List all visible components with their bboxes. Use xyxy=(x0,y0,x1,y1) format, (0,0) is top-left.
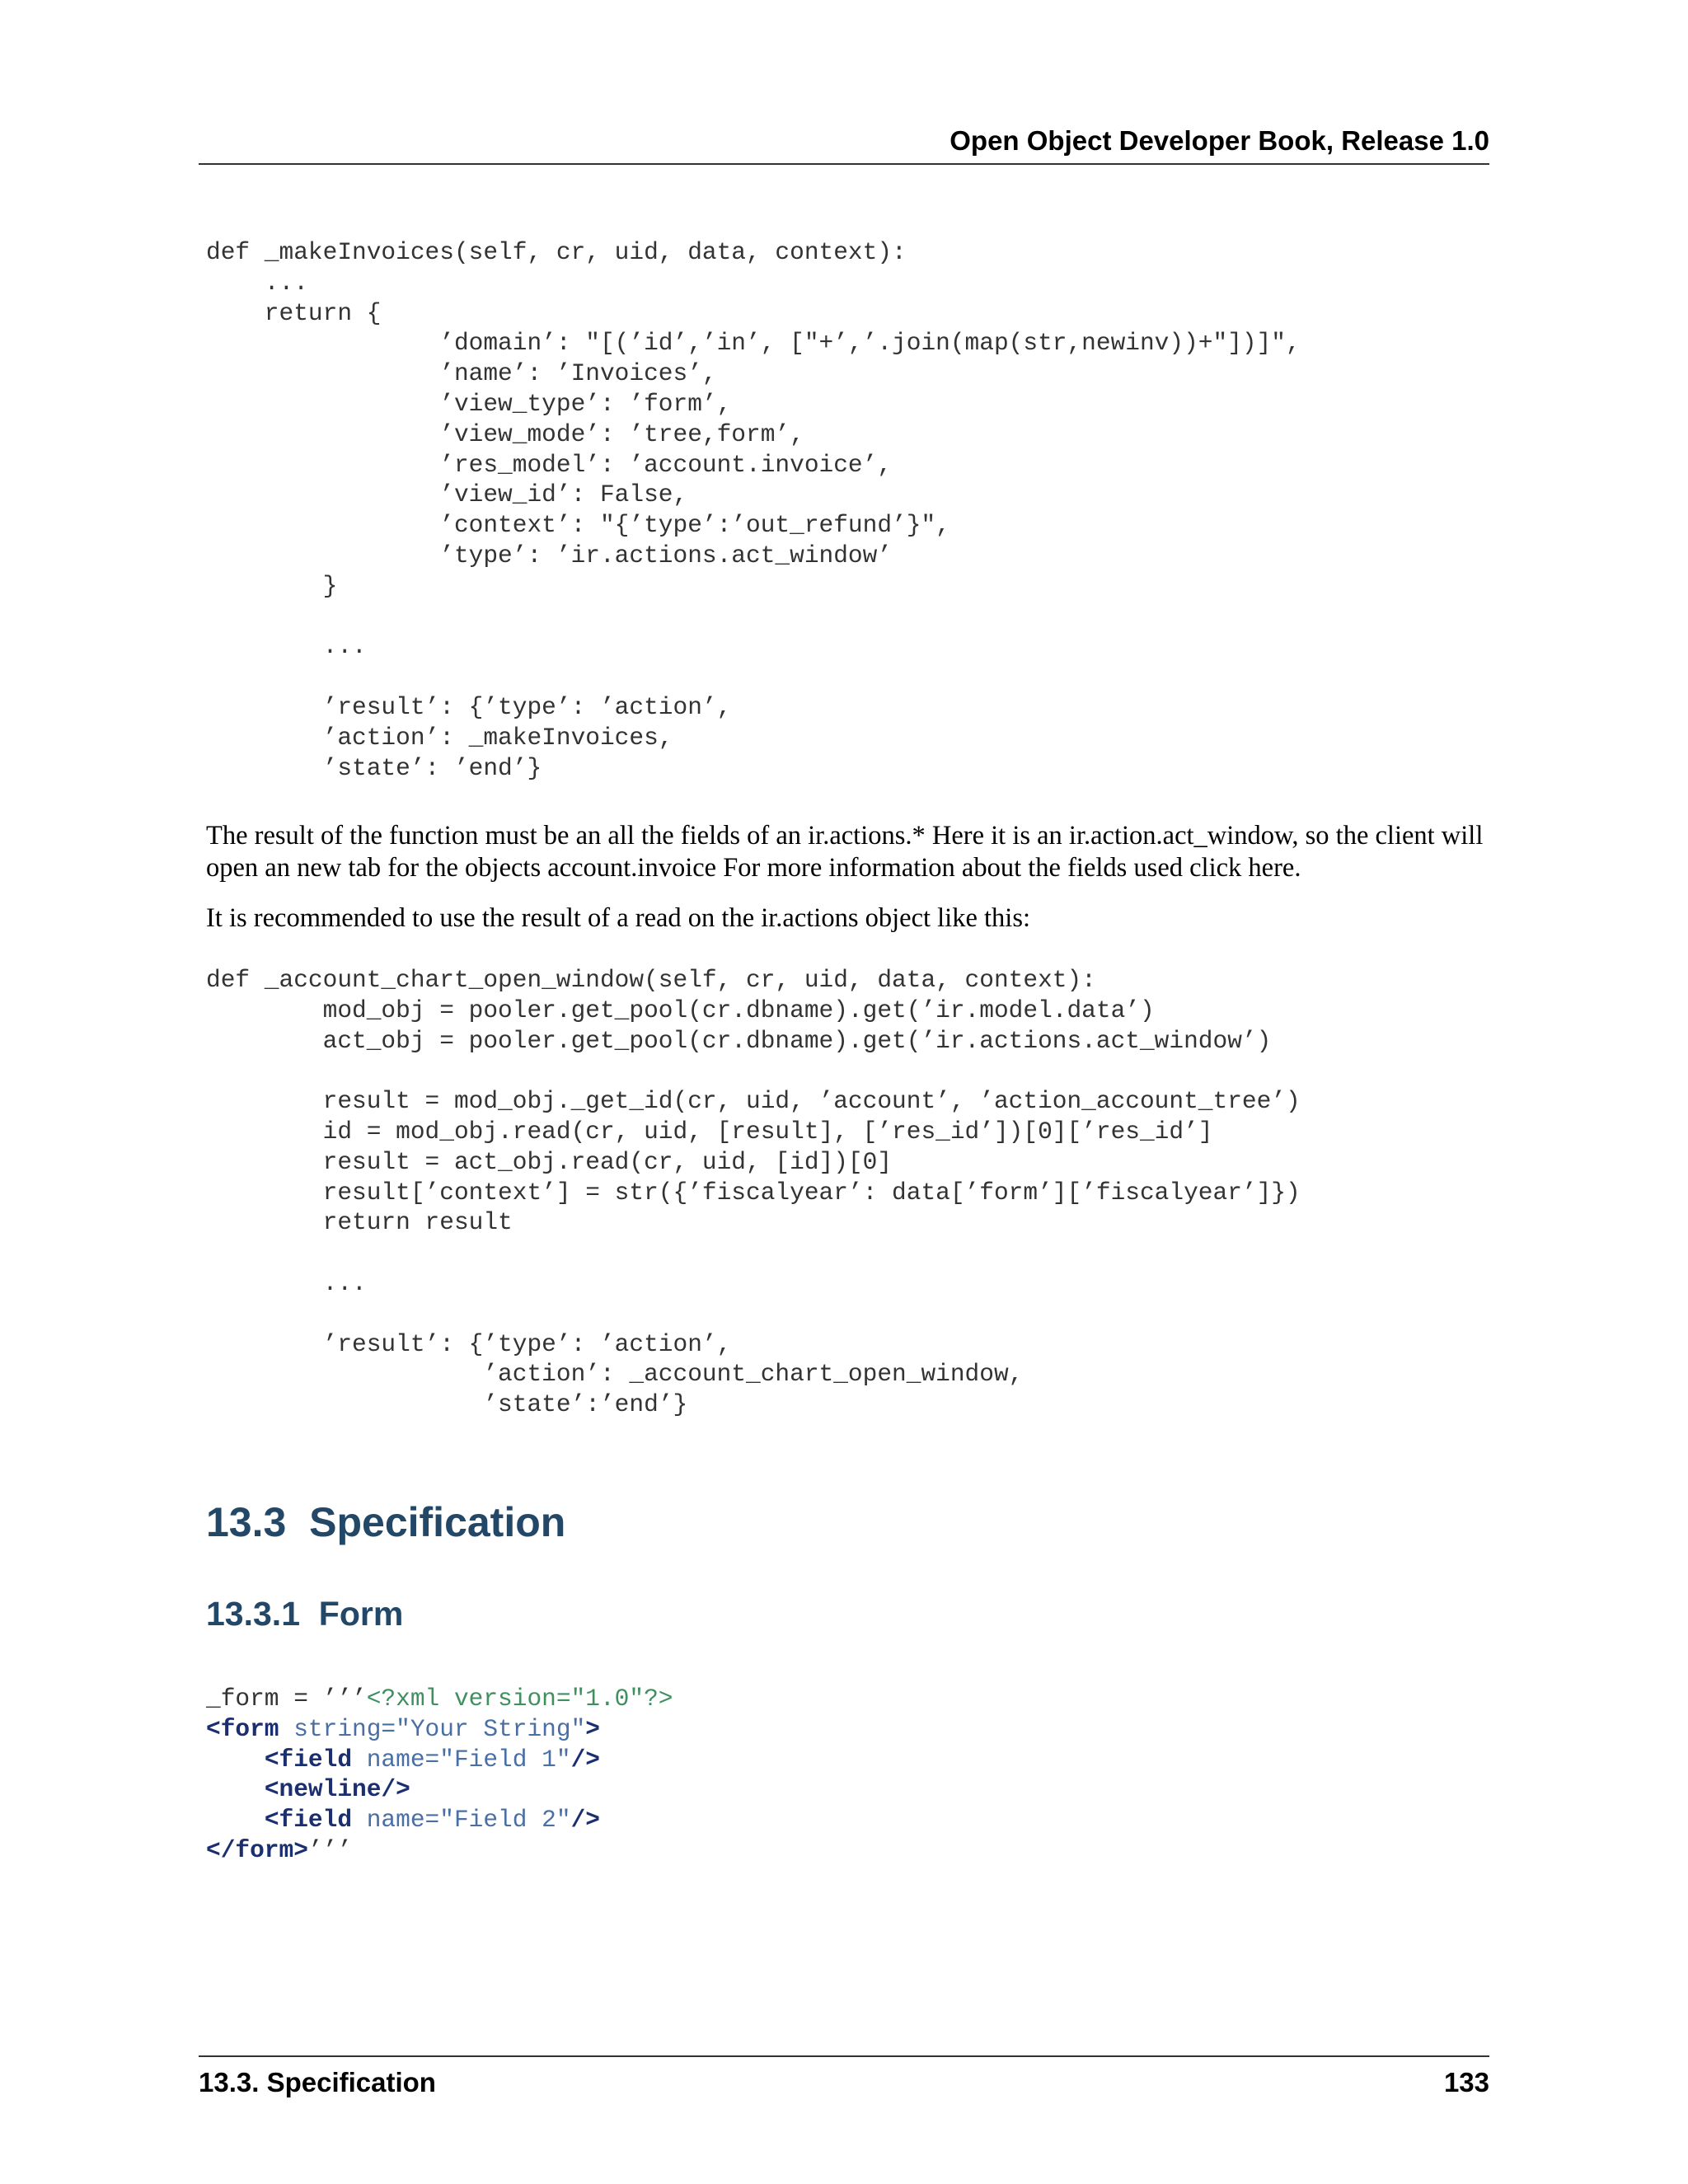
code-line: return result xyxy=(206,1208,513,1237)
section-title: Specification xyxy=(309,1499,566,1545)
code-line: ’type’: ’ir.actions.act_window’ xyxy=(206,541,893,569)
subsection-number: 13.3.1 xyxy=(206,1595,300,1633)
page-number: 133 xyxy=(1443,2067,1489,2097)
code-line: ’action’: _makeInvoices, xyxy=(206,723,673,752)
code-line: ... xyxy=(206,632,367,661)
code-line: ’domain’: "[(’id’,’in’, ["+’,’.join(map(str,newinv))+"])]", xyxy=(206,329,1301,358)
xml-attribute-value: "Field 1" xyxy=(439,1745,571,1774)
xml-attribute: string= xyxy=(293,1714,396,1743)
code-line: mod_obj = pooler.get_pool(cr.dbname).get(’ir.model.data’) xyxy=(206,996,1155,1024)
paragraph-recommendation: It is recommended to use the result of a read on the ir.actions object like this: xyxy=(206,903,1030,933)
xml-tag: <field xyxy=(264,1806,353,1835)
page-footer xyxy=(199,2055,1489,2107)
code-line: result = act_obj.read(cr, uid, [id])[0] xyxy=(206,1147,893,1176)
code-line: def _account_chart_open_window(self, cr, uid, data, context): xyxy=(206,966,1096,994)
code-line: ’result’: {’type’: ’action’, xyxy=(206,1329,732,1358)
code-line: ’view_type’: ’form’, xyxy=(206,389,732,418)
code-line: ... xyxy=(206,268,308,297)
section-heading xyxy=(206,1498,565,1546)
code-line: ’state’:’end’} xyxy=(206,1390,688,1419)
xml-attribute: name= xyxy=(366,1745,440,1774)
code-line: ’result’: {’type’: ’action’, xyxy=(206,692,732,721)
code-line: act_obj = pooler.get_pool(cr.dbname).get(’ir.actions.act_window’) xyxy=(206,1026,1272,1055)
code-line: ’view_mode’: ’tree,form’, xyxy=(206,419,804,448)
xml-tag: <newline/> xyxy=(264,1775,410,1804)
xml-attribute: name= xyxy=(366,1806,440,1835)
code-line: } xyxy=(206,571,338,600)
code-line: ’context’: "{’type’:’out_refund’}", xyxy=(206,511,950,540)
page-header xyxy=(199,125,1489,165)
xml-attribute-value: "Field 2" xyxy=(439,1806,571,1835)
code-line: id = mod_obj.read(cr, uid, [result], [’res_id’])[0][’res_id’] xyxy=(206,1117,1213,1146)
code-text: _form = ’’’ xyxy=(206,1685,367,1713)
xml-tag: <form xyxy=(206,1714,279,1743)
code-line: result = mod_obj._get_id(cr, uid, ’account’, ’action_account_tree’) xyxy=(206,1087,1301,1116)
code-line: result[’context’] = str({’fiscalyear’: data[’form’][’fiscalyear’]}) xyxy=(206,1178,1301,1207)
code-line: ’name’: ’Invoices’, xyxy=(206,359,717,388)
xml-tag: /> xyxy=(570,1745,600,1774)
xml-attribute-value: "Your String" xyxy=(396,1714,586,1743)
subsection-heading xyxy=(206,1595,403,1633)
xml-tag: /> xyxy=(570,1806,600,1835)
code-block-account-chart-open-window xyxy=(206,965,1301,1420)
xml-declaration: <?xml version="1.0"?> xyxy=(366,1685,673,1713)
code-line: def _makeInvoices(self, cr, uid, data, context): xyxy=(206,238,907,266)
subsection-title: Form xyxy=(318,1595,404,1633)
code-line: ... xyxy=(206,1268,367,1297)
footer-section-label: 13.3. Specification xyxy=(199,2067,436,2097)
code-line: ’res_model’: ’account.invoice’, xyxy=(206,450,893,479)
code-line: ’action’: _account_chart_open_window, xyxy=(206,1360,1024,1389)
code-text: ’’’ xyxy=(307,1835,353,1864)
code-line: ’view_id’: False, xyxy=(206,480,688,509)
xml-tag: > xyxy=(585,1714,600,1743)
code-block-form-xml xyxy=(206,1684,673,1866)
paragraph-result-description: The result of the function must be an all the fields of an ir.actions.* Here it is an ir.action.act_window, so the client will open an new tab for the objects account.invoice For more information about the fields used click here. xyxy=(206,821,1484,883)
code-line: ’state’: ’end’} xyxy=(206,753,542,782)
code-line: return { xyxy=(206,298,382,327)
running-header-title: Open Object Developer Book, Release 1.0 xyxy=(950,125,1489,156)
section-number: 13.3 xyxy=(206,1499,287,1545)
code-block-make-invoices xyxy=(206,237,1301,783)
xml-tag: </form> xyxy=(206,1835,308,1864)
xml-tag: <field xyxy=(264,1745,353,1774)
